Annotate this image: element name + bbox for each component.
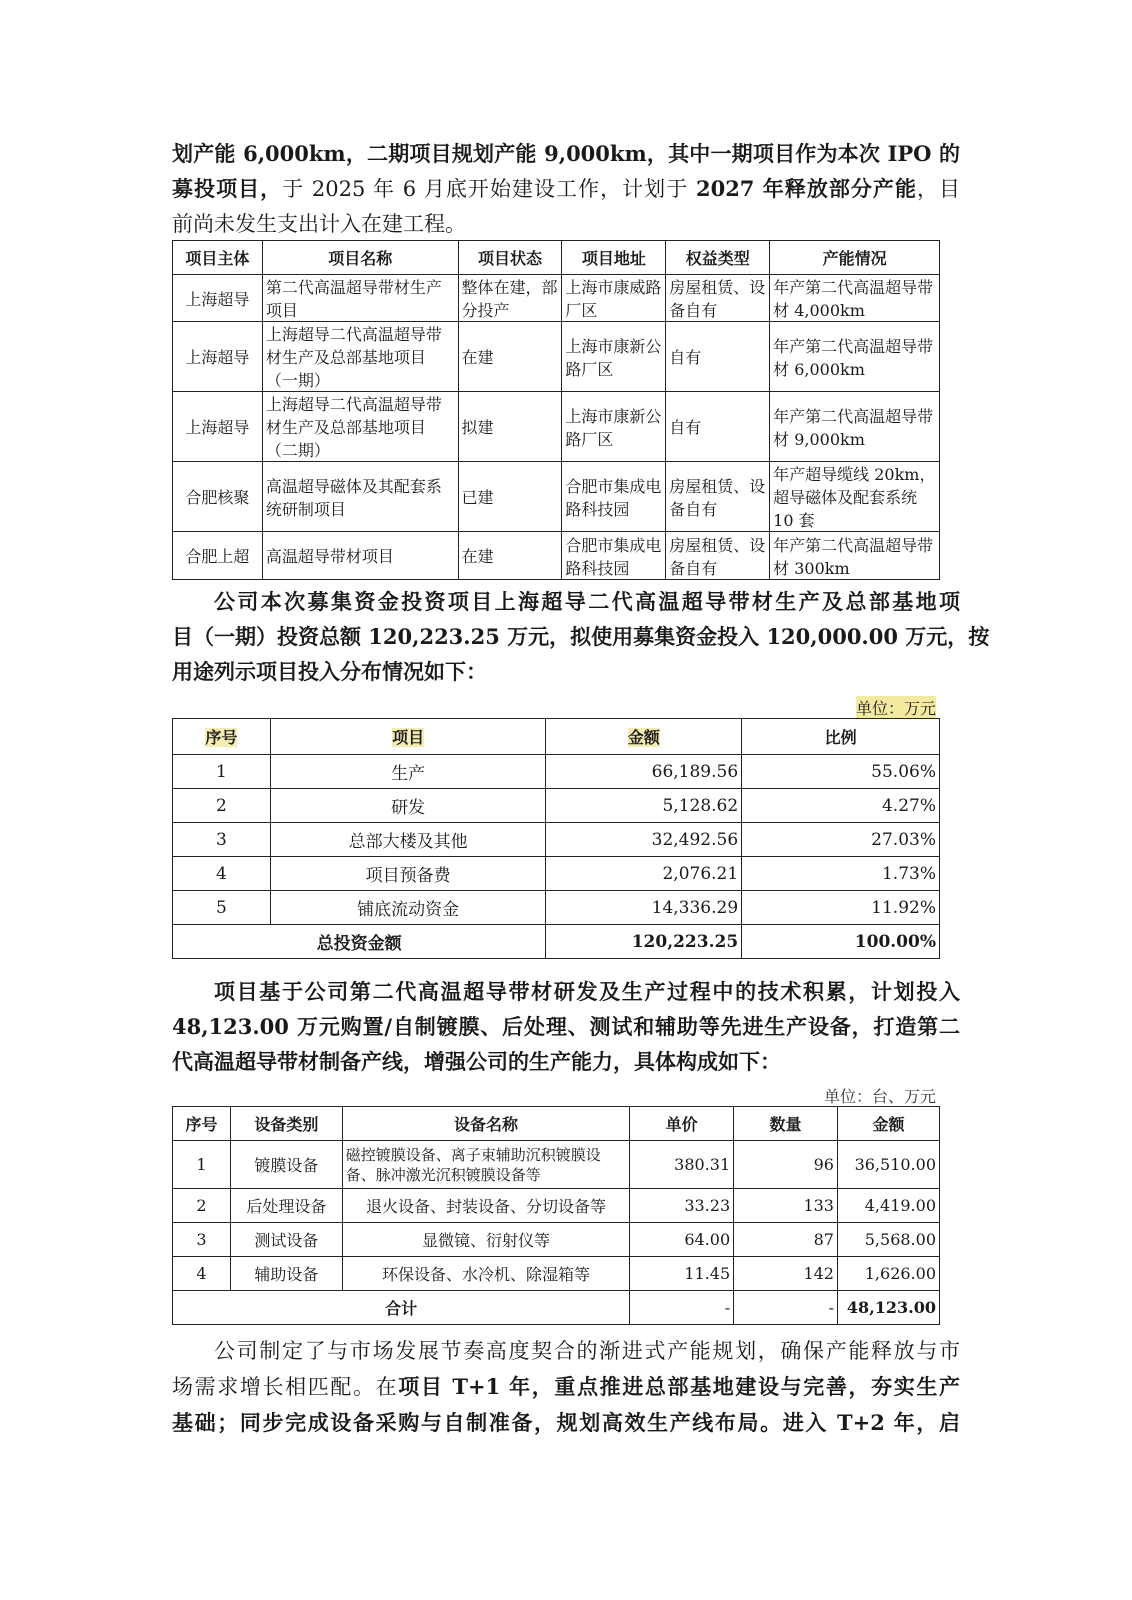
table-row: 3 总部大楼及其他 32,492.56 27.03%	[173, 823, 940, 857]
table-row: 2 研发 5,128.62 4.27%	[173, 789, 940, 823]
intro-line-1: 划产能 6,000km，二期项目规划产能 9,000km，其中一期项目作为本次 IPO 的	[172, 141, 960, 166]
intro-line-3: 前尚未发生支出计入在建工程。	[172, 212, 466, 236]
equipment-header: 单价	[630, 1107, 734, 1141]
projects-header: 产能情况	[770, 241, 940, 275]
projects-header: 项目状态	[458, 241, 562, 275]
table-row: 4 项目预备费 2,076.21 1.73%	[173, 857, 940, 891]
invest-header: 序号	[173, 719, 271, 755]
table-row: 4 辅助设备 环保设备、水冷机、除湿箱等 11.45 142 1,626.00	[173, 1257, 940, 1291]
table-row: 上海超导 第二代高温超导带材生产项目 整体在建，部分投产 上海市康威路厂区 房屋租赁、设备自有 年产第二代高温超导带材 4,000km	[173, 275, 940, 322]
table-row: 1 镀膜设备 磁控镀膜设备、离子束辅助沉积镀膜设备、脉冲激光沉积镀膜设备等 380.31 96 36,510.00	[173, 1141, 940, 1189]
equipment-header: 设备名称	[342, 1107, 629, 1141]
table-row: 3 测试设备 显微镜、衍射仪等 64.00 87 5,568.00	[173, 1223, 940, 1257]
projects-table	[172, 240, 940, 580]
invest-header: 比例	[742, 719, 940, 755]
equipment-table	[172, 1106, 940, 1325]
equipment-header: 设备类别	[230, 1107, 342, 1141]
projects-header: 项目地址	[562, 241, 666, 275]
intro-paragraph	[172, 136, 960, 242]
projects-header: 项目名称	[262, 241, 458, 275]
invest-unit-label: 单位：万元	[856, 696, 936, 719]
table-total-row: 总投资金额 120,223.25 100.00%	[173, 925, 940, 959]
equipment-header: 序号	[173, 1107, 231, 1141]
table-row: 5 铺底流动资金 14,336.29 11.92%	[173, 891, 940, 925]
equipment-header: 金额	[837, 1107, 939, 1141]
invest-paragraph: 公司本次募集资金投资项目上海超导二代高温超导带材生产及总部基地项 目（一期）投资总额 120,223.25 万元，拟使用募集资金投入 120,000.00 万元，按 用途列示项目投入分布情况如下：	[172, 589, 990, 684]
projects-header: 项目主体	[173, 241, 263, 275]
equipment-unit-label: 单位：台、万元	[823, 1087, 936, 1106]
table-row: 1 生产 66,189.56 55.06%	[173, 755, 940, 789]
projects-header: 权益类型	[666, 241, 770, 275]
table-row: 上海超导 上海超导二代高温超导带材生产及总部基地项目（一期） 在建 上海市康新公路厂区 自有 年产第二代高温超导带材 6,000km	[173, 322, 940, 392]
equipment-header: 数量	[734, 1107, 838, 1141]
table-row: 合肥核聚 高温超导磁体及其配套系统研制项目 已建 合肥市集成电路科技园 房屋租赁、设备自有 年产超导缆线 20km，超导磁体及配套系统 10 套	[173, 462, 940, 532]
capacity-plan-paragraph: 公司制定了与市场发展节奏高度契合的渐进式产能规划，确保产能释放与市 场需求增长相匹配。在项目 T+1 年，重点推进总部基地建设与完善，夯实生产 基础；同步完成设备采购与自制准备，规划高效生产线布局。进入 T+2 年，启	[172, 1339, 960, 1435]
table-total-row: 合计 - - 48,123.00	[173, 1291, 940, 1325]
table-row: 合肥上超 高温超导带材项目 在建 合肥市集成电路科技园 房屋租赁、设备自有 年产第二代高温超导带材 300km	[173, 532, 940, 580]
equipment-paragraph: 项目基于公司第二代高温超导带材研发及生产过程中的技术积累，计划投入 48,123.00 万元购置/自制镀膜、后处理、测试和辅助等先进生产设备，打造第二 代高温超导带材制备产线，增强公司的生产能力，具体构成如下：	[172, 979, 960, 1074]
intro-line-2: 募投项目，于 2025 年 6 月底开始建设工作，计划于 2027 年释放部分产能，目	[172, 176, 961, 201]
invest-table	[172, 718, 940, 959]
table-row: 2 后处理设备 退火设备、封装设备、分切设备等 33.23 133 4,419.00	[173, 1189, 940, 1223]
table-row: 上海超导 上海超导二代高温超导带材生产及总部基地项目（二期） 拟建 上海市康新公路厂区 自有 年产第二代高温超导带材 9,000km	[173, 392, 940, 462]
invest-header: 金额	[546, 719, 742, 755]
invest-header: 项目	[270, 719, 546, 755]
